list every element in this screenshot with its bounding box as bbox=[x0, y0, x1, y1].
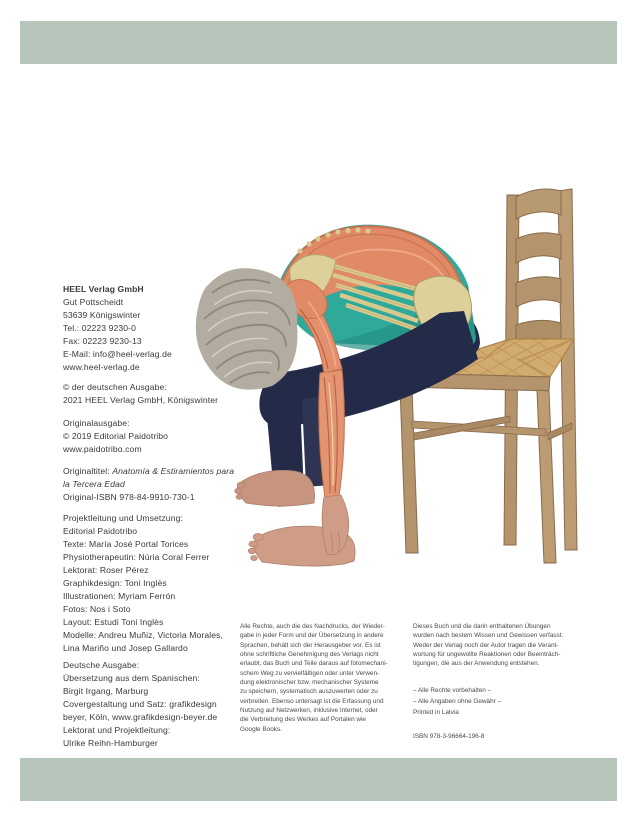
publisher-address-line: Tel.: 02223 9230-0 bbox=[63, 323, 136, 333]
publisher-name: HEEL Verlag GmbH bbox=[63, 284, 144, 294]
rights-notice-line: erlaubt, das Buch und Teile daraus auf fotomechani- bbox=[240, 660, 388, 668]
chair-top-slat bbox=[516, 189, 561, 219]
publisher-address-line: Gut Pottscheidt bbox=[63, 297, 124, 307]
credits-line: Physiotherapeutin: Núria Coral Ferrer bbox=[63, 552, 210, 562]
publisher-address bbox=[63, 296, 253, 374]
rights-notice-line: gabe in jeder Form und der Übersetzung in andere bbox=[240, 632, 384, 640]
credits-line: Graphikdesign: Toni Inglès bbox=[63, 578, 167, 588]
top-accent-bar bbox=[20, 21, 617, 64]
original-title-line2: la Tercera Edad bbox=[63, 479, 125, 489]
publisher-address-line: Fax: 02223 9230-13 bbox=[63, 336, 142, 346]
rights-notice-line: ohne schriftliche Genehmigung des Verlags nicht bbox=[240, 651, 379, 659]
rights-notice-line: Google Books. bbox=[240, 725, 282, 733]
credits-line: Projektleitung und Umsetzung: bbox=[63, 513, 183, 523]
german-edition-line: Deutsche Ausgabe: bbox=[63, 660, 140, 670]
german-copyright-line: © der deutschen Ausgabe: bbox=[63, 382, 167, 392]
disclaimer-line: wurden nach bestem Wissen und Gewissen verfasst. bbox=[413, 632, 564, 640]
rights-notice-line: zu speichern, systematisch auszuwerten oder zu bbox=[240, 688, 378, 696]
german-edition-line: Lektorat und Projektleitung: bbox=[63, 725, 171, 735]
disclaimer-line: tigungen, die aus der Anwendung entstehen. bbox=[413, 660, 540, 668]
rights-notice-line: dung elektronischer bzw. mechanischer Systeme bbox=[240, 679, 379, 687]
rights-notice-line: Sprachen, behält sich der Herausgeber vor. Es ist bbox=[240, 641, 381, 649]
credits-line: Modelle: Andreu Muñiz, Victoria Morales, bbox=[63, 630, 224, 640]
isbn: ISBN 978-3-96664-196-8 bbox=[413, 733, 485, 741]
original-edition-block bbox=[63, 417, 253, 456]
disclaimer-line: wortung für ungewollte Reaktionen oder Beeinträch- bbox=[413, 651, 561, 659]
original-title-line1: Originaltitel: Anatomía & Estiramientos para bbox=[63, 466, 235, 476]
german-edition-line: Übersetzung aus dem Spanischen: bbox=[63, 673, 200, 683]
credits-line: Layout: Estudi Toni Inglès bbox=[63, 617, 164, 627]
rights-reserved-line: – Alle Rechte vorbehalten – bbox=[413, 686, 492, 694]
rights-reserved-block bbox=[413, 685, 577, 719]
original-isbn: Original-ISBN 978-84-9910-730-1 bbox=[63, 492, 195, 502]
publisher-block bbox=[63, 283, 253, 374]
disclaimer-line: Dieses Buch und die darin enthaltenen Übungen bbox=[413, 623, 551, 630]
rights-notice-column bbox=[240, 622, 398, 734]
credits-line: Texte: María José Portal Torices bbox=[63, 539, 189, 549]
rights-reserved-line: – Alle Angaben ohne Gewähr – bbox=[413, 697, 502, 705]
german-edition-line: Ulrike Reihn-Hamburger bbox=[63, 738, 158, 748]
publisher-address-line: E-Mail: info@heel-verlag.de bbox=[63, 349, 172, 359]
german-copyright-line: 2021 HEEL Verlag GmbH, Königswinter bbox=[63, 395, 219, 405]
german-edition-block bbox=[63, 659, 253, 750]
credits-line: Illustrationen: Myriam Ferrón bbox=[63, 591, 176, 601]
publisher-address-line: 53639 Königswinter bbox=[63, 310, 141, 320]
german-edition-line: Birgit Irgang, Marburg bbox=[63, 686, 149, 696]
original-edition-line: www.paidotribo.com bbox=[63, 444, 142, 454]
original-title-block bbox=[63, 465, 253, 504]
rights-notice-line: verbreiten. Ebenso untersagt ist die Erfassung und bbox=[240, 697, 384, 705]
credits-line: Lina Mariño und Josep Gallardo bbox=[63, 643, 188, 653]
credits-line: Lektorat: Roser Pérez bbox=[63, 565, 149, 575]
rights-notice-line: Nutzung auf Netzwerken, inklusive Internet, oder bbox=[240, 707, 378, 715]
publisher-address-line: www.heel-verlag.de bbox=[63, 362, 140, 372]
credits-line: Editorial Paidotribo bbox=[63, 526, 138, 536]
rights-reserved-line: Printed in Latvia bbox=[413, 709, 459, 717]
original-edition-line: © 2019 Editorial Paidotribo bbox=[63, 431, 169, 441]
rights-notice-line: schem Weg zu vervielfältigen oder unter Verwen- bbox=[240, 669, 380, 677]
disclaimer-line: Weder der Verlag noch der Autor tragen die Verant- bbox=[413, 641, 559, 649]
german-copyright-block bbox=[63, 381, 253, 407]
original-edition-line: Originalausgabe: bbox=[63, 418, 130, 428]
rights-notice-line: Alle Rechte, auch die des Nachdrucks, der Wieder- bbox=[240, 623, 385, 630]
disclaimer-column bbox=[413, 622, 577, 742]
credits-line: Fotos: Nos i Soto bbox=[63, 604, 131, 614]
german-edition-line: Covergestaltung und Satz: grafikdesign bbox=[63, 699, 217, 709]
bottom-accent-bar bbox=[20, 758, 617, 801]
credits-block bbox=[63, 512, 253, 655]
german-edition-line: beyer, Köln, www.grafikdesign-beyer.de bbox=[63, 712, 218, 722]
rights-notice-line: die Verbreitung des Werkes auf Portalen wie bbox=[240, 716, 366, 724]
